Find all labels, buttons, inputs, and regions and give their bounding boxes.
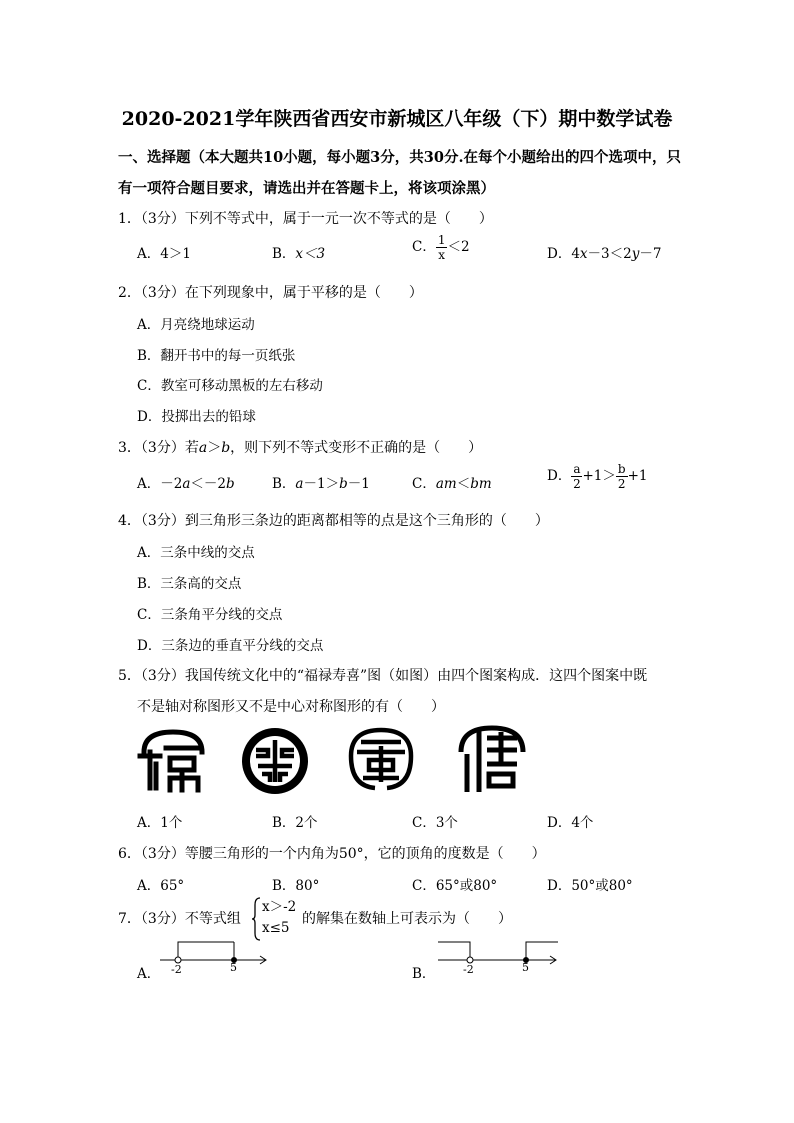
system-line-2: x≤5 bbox=[262, 920, 290, 936]
q2-option-d: D．投掷出去的铅球 bbox=[137, 409, 256, 425]
q7-stem-suffix: 的解集在数轴上可表示为（ ） bbox=[302, 911, 512, 927]
fraction: $\frac{1}{x}$ bbox=[437, 233, 446, 262]
q4-stem: 4．（3分）到三角形三条边的距离都相等的点是这个三角形的（ ） bbox=[118, 513, 549, 529]
q4-option-a: A．三条中线的交点 bbox=[137, 545, 255, 561]
fu-seal-icon bbox=[136, 726, 210, 794]
fraction: $\frac{b}{2}$ bbox=[617, 462, 626, 491]
q3-option-c: C．am＜bm bbox=[412, 476, 492, 492]
q6-stem: 6．（3分）等腰三角形的一个内角为50°，它的顶角的度数是（ ） bbox=[118, 846, 546, 862]
q6-option-c: C．65°或80° bbox=[412, 878, 498, 894]
q6-option-a: A．65° bbox=[137, 878, 185, 894]
q3-option-b: B．a－1＞b－1 bbox=[272, 476, 370, 492]
q2-option-a: A．月亮绕地球运动 bbox=[137, 317, 255, 333]
q5-option-c: C．3个 bbox=[412, 815, 458, 831]
brace-icon bbox=[251, 897, 261, 941]
xi-seal-icon bbox=[455, 724, 529, 796]
q4-option-b: B．三条高的交点 bbox=[137, 576, 242, 592]
q5-option-a: A．1个 bbox=[137, 815, 183, 831]
q7-option-b: B． bbox=[412, 966, 436, 982]
number-line-a-tick-5: 5 bbox=[230, 961, 237, 974]
q7-option-a: A． bbox=[137, 966, 161, 982]
section-heading-line1: 一、选择题（本大题共10小题，每小题3分，共30分.在每个小题给出的四个选项中，只 bbox=[118, 149, 681, 166]
lu-seal-icon bbox=[240, 726, 310, 796]
inequality-system bbox=[262, 897, 296, 939]
q6-option-b: B．80° bbox=[272, 878, 320, 894]
q7-stem-prefix: 7．（3分）不等式组 bbox=[118, 911, 241, 927]
system-line-1: x＞-2 bbox=[262, 899, 297, 915]
q2-option-c: C．教室可移动黑板的左右移动 bbox=[137, 378, 323, 394]
q1-option-c: C． $\frac{1}{x}$ ＜2 bbox=[412, 233, 470, 262]
q3-option-d: D． $\frac{a}{2}$ +1＞ $\frac{b}{2}$ +1 bbox=[547, 462, 648, 491]
q1-option-d: D．4x－3＜2y－7 bbox=[547, 246, 662, 262]
q1-option-a: A．4＞1 bbox=[137, 246, 191, 262]
q4-option-d: D．三条边的垂直平分线的交点 bbox=[137, 638, 324, 654]
q1-option-b: B．x＜3 bbox=[272, 246, 326, 262]
q1-stem: 1．（3分）下列不等式中，属于一元一次不等式的是（ ） bbox=[118, 211, 493, 227]
number-line-b-tick-neg2: -2 bbox=[463, 963, 474, 976]
q3-stem: 3．（3分）若a＞b，则下列不等式变形不正确的是（ ） bbox=[118, 440, 483, 456]
number-line-b-tick-5: 5 bbox=[522, 961, 529, 974]
number-line-b bbox=[434, 938, 562, 980]
q4-option-c: C．三条角平分线的交点 bbox=[137, 607, 283, 623]
q5-option-d: D．4个 bbox=[547, 815, 594, 831]
fraction: $\frac{a}{2}$ bbox=[573, 462, 581, 491]
q2-stem: 2．（3分）在下列现象中，属于平移的是（ ） bbox=[118, 285, 423, 301]
q5-option-b: B．2个 bbox=[272, 815, 318, 831]
q5-stem-line2: 不是轴对称图形又不是中心对称图形的有（ ） bbox=[137, 699, 445, 715]
q2-option-b: B．翻开书中的每一页纸张 bbox=[137, 348, 296, 364]
number-line-a-tick-neg2: -2 bbox=[171, 963, 182, 976]
q3-option-a: A．－2a＜－2b bbox=[137, 476, 235, 492]
page-title: 2020-2021学年陕西省西安市新城区八年级（下）期中数学试卷 bbox=[121, 108, 673, 130]
q5-stem-line1: 5．（3分）我国传统文化中的“福禄寿喜”图（如图）由四个图案构成．这四个图案中既 bbox=[118, 668, 648, 684]
section-heading-line2: 有一项符合题目要求，请选出并在答题卡上，将该项涂黑） bbox=[118, 180, 495, 197]
q6-option-d: D．50°或80° bbox=[547, 878, 633, 894]
shou-seal-icon bbox=[345, 726, 417, 794]
